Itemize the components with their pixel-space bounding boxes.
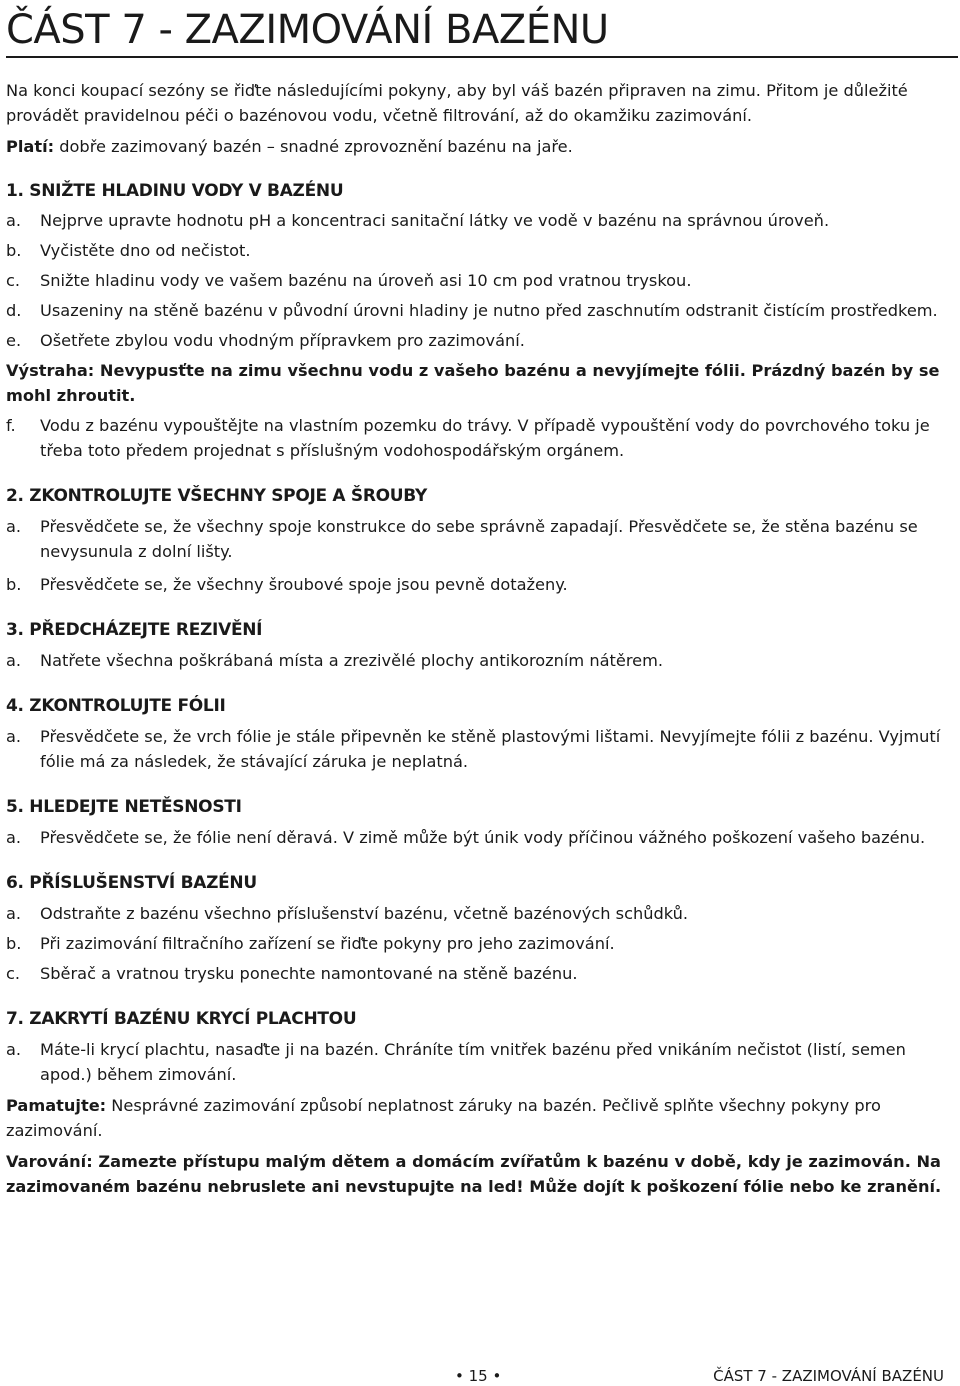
section-5 [6,795,958,850]
list-item: a. Odstraňte z bazénu všechno příslušenství bazénu, včetně bazénových schůdků. [6,904,689,923]
remember-note [6,1093,958,1143]
section-2-heading: 2. ZKONTROLUJTE VŠECHNY SPOJE A ŠROUBY [6,486,428,506]
page [6,0,958,1199]
section-6 [6,871,958,986]
page-number: • 15 • [455,1367,502,1385]
remember-label: Pamatujte: [6,1096,107,1115]
section-2 [6,484,958,597]
list-item: a. Natřete všechna poškrábaná místa a zrezivělé plochy antikorozním nátěrem. [6,651,664,670]
list-item: c. Snižte hladinu vody ve vašem bazénu na úroveň asi 10 cm pod vratnou tryskou. [6,271,692,290]
list-item: a. Máte-li krycí plachtu, nasaďte ji na bazén. Chráníte tím vnitřek bazénu před vnikáním nečistot (listí, semen apod.) během zimování. [6,1040,906,1084]
section-1-heading: 1. SNIŽTE HLADINU VODY V BAZÉNU [6,181,344,201]
list-item: a. Přesvědčete se, že fólie není děravá. V zimě může být únik vody příčinou vážného poškození vašeho bazénu. [6,828,926,847]
warning-text: Varování: Zamezte přístupu malým dětem a domácím zvířatům k bazénu v době, kdy je zazimován. Na zazimovaném bazénu nebruslete ani nevstupujte na led! Může dojít k poškození fólie nebo ke zranění. [6,1152,942,1196]
list-item: a. Přesvědčete se, že všechny spoje konstrukce do sebe správně zapadají. Přesvědčete se, že stěna bazénu se nevysunula z dolní lišty. [6,517,918,561]
list-item: d. Usazeniny na stěně bazénu v původní úrovni hladiny je nutno před zaschnutím odstranit čistícím prostředkem. [6,301,938,320]
list-item: b. Vyčistěte dno od nečistot. [6,241,251,260]
page-title: ČÁST 7 - ZAZIMOVÁNÍ BAZÉNU [6,0,958,58]
list-item: b. Při zazimování filtračního zařízení se řiďte pokyny pro jeho zazimování. [6,934,615,953]
remember-text: Nesprávné zazimování způsobí neplatnost záruky na bazén. Pečlivě splňte všechny pokyny pro zazimování. [6,1096,881,1140]
list-item: e. Ošetřete zbylou vodu vhodným přípravkem pro zazimování. [6,331,525,350]
intro [6,78,958,159]
warning-text: Výstraha: Nevypusťte na zimu všechnu vodu z vašeho bazénu a nevyjímejte fólii. Prázdný bazén by se mohl zhroutit. [6,361,940,405]
list-item: c. Sběrač a vratnou trysku ponechte namontované na stěně bazénu. [6,964,578,983]
section-7 [6,1007,958,1199]
section-1 [6,179,958,463]
intro-paragraph: Na konci koupací sezóny se řiďte následujícími pokyny, aby byl váš bazén připraven na zimu. Přitom je důležité provádět pravidelnou péči o bazénovou vodu, včetně filtrování, až do okamžiku zazimování. [6,81,908,125]
intro-note [6,134,958,159]
section-6-heading: 6. PŘÍSLUŠENSTVÍ BAZÉNU [6,873,257,893]
intro-note-text: dobře zazimovaný bazén – snadné zprovoznění bazénu na jaře. [54,137,573,156]
section-5-heading: 5. HLEDEJTE NETĚSNOSTI [6,797,242,817]
list-item: b. Přesvědčete se, že všechny šroubové spoje jsou pevně dotaženy. [6,575,568,594]
section-3 [6,618,958,673]
section-4-heading: 4. ZKONTROLUJTE FÓLII [6,696,226,716]
list-item: f. Vodu z bazénu vypouštějte na vlastním pozemku do trávy. V případě vypouštění vody do povrchového toku je třeba toto předem projednat s příslušným vodohospodářským orgánem. [6,416,930,460]
footer-chapter-title: ČÁST 7 - ZAZIMOVÁNÍ BAZÉNU [713,1367,944,1385]
list-item: a. Přesvědčete se, že vrch fólie je stále připevněn ke stěně plastovými lištami. Nevyjímejte fólii z bazénu. Vyjmutí fólie má za následek, že stávající záruka je neplatná. [6,727,941,771]
list-item: a. Nejprve upravte hodnotu pH a koncentraci sanitační látky ve vodě v bazénu na správnou úroveň. [6,211,830,230]
section-3-heading: 3. PŘEDCHÁZEJTE REZIVĚNÍ [6,620,263,640]
page-footer [0,1366,960,1386]
intro-note-label: Platí: [6,137,55,156]
section-7-heading: 7. ZAKRYTÍ BAZÉNU KRYCÍ PLACHTOU [6,1009,357,1029]
section-4 [6,694,958,774]
